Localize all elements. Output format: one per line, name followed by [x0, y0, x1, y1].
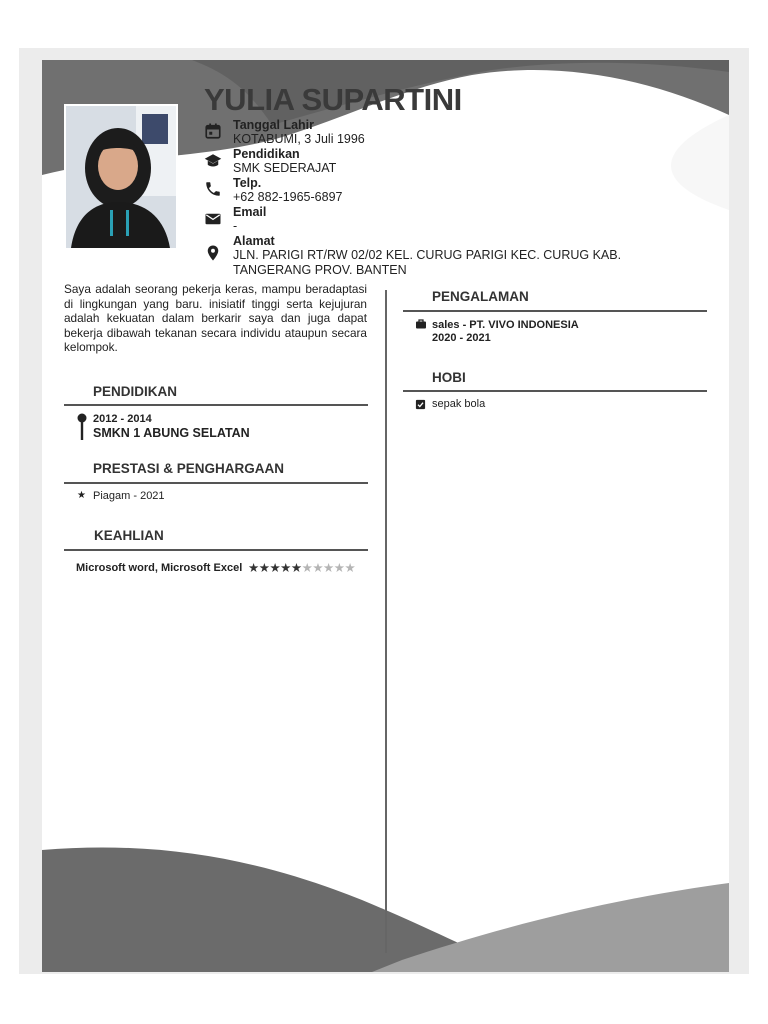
education-title: PENDIDIKAN [93, 384, 178, 399]
contact-label: Tanggal Lahir [233, 118, 315, 132]
contact-value: JLN. PARIGI RT/RW 02/02 KEL. CURUG PARIGI KEC. CURUG KAB. TANGERANG PROV. BANTEN [233, 248, 622, 277]
star-empty-icon: ★ [344, 561, 356, 575]
education-years: 2012 - 2014 [93, 413, 152, 425]
skills-title: KEAHLIAN [94, 528, 164, 543]
profile-photo [64, 104, 178, 250]
star-empty-icon: ★ [301, 561, 313, 575]
experience-rule [403, 310, 707, 312]
phone-icon [204, 180, 222, 198]
resume-page [42, 60, 729, 972]
contact-value: SMK SEDERAJAT [233, 161, 337, 175]
hobbies-title: HOBI [432, 370, 466, 385]
star-empty-icon: ★ [323, 561, 334, 575]
skill-name: Microsoft word, Microsoft Excel [76, 562, 243, 574]
experience-title: PENGALAMAN [432, 289, 529, 304]
mail-icon [204, 210, 222, 228]
column-divider [385, 290, 387, 953]
hobby-item: sepak bola [432, 398, 486, 410]
contact-label: Email [233, 205, 267, 219]
contact-label: Alamat [233, 234, 275, 248]
contact-value: KOTABUMI, 3 Juli 1996 [233, 132, 365, 146]
skills-rule [64, 549, 368, 551]
briefcase-icon [415, 318, 427, 330]
star-filled-icon: ★ [248, 561, 259, 575]
star-empty-icon: ★ [312, 561, 324, 575]
award-item: Piagam - 2021 [93, 490, 165, 502]
hobbies-rule [403, 390, 707, 392]
education-rule [64, 404, 368, 406]
graduation-cap-icon [204, 152, 222, 170]
resume-name: YULIA SUPARTINI [204, 82, 462, 117]
awards-title: PRESTASI & PENGHARGAAN [93, 461, 285, 476]
education-school: SMKN 1 ABUNG SELATAN [93, 426, 250, 440]
star-filled-icon: ★ [280, 561, 291, 575]
star-filled-icon: ★ [290, 561, 302, 575]
checkbox-icon [415, 399, 426, 410]
star-filled-icon: ★ [258, 561, 270, 575]
star-filled-icon: ★ [269, 561, 281, 575]
contact-value: +62 882-1965-6897 [233, 190, 343, 204]
location-pin-icon [204, 244, 222, 262]
profile-summary: Saya adalah seorang pekerja keras, mampu beradaptasi di lingkungan yang baru. inisiatif tinggi serta kejujuran adalah kekuatan dalam berkarir saya dan juga dapat bekerja dibawah tekanan secara individu ataupun secara kelompok. [64, 282, 367, 355]
star-empty-icon: ★ [333, 561, 345, 575]
contact-label: Pendidikan [233, 147, 300, 161]
contact-value: - [233, 219, 238, 233]
timeline-pin-icon [76, 412, 88, 442]
contact-label: Telp. [233, 176, 262, 190]
awards-rule [64, 482, 368, 484]
star-icon: ★ [77, 490, 86, 501]
skill-rating [248, 560, 355, 575]
experience-years: 2020 - 2021 [432, 332, 491, 344]
calendar-icon [204, 122, 222, 140]
experience-role: sales - PT. VIVO INDONESIA [432, 319, 579, 331]
